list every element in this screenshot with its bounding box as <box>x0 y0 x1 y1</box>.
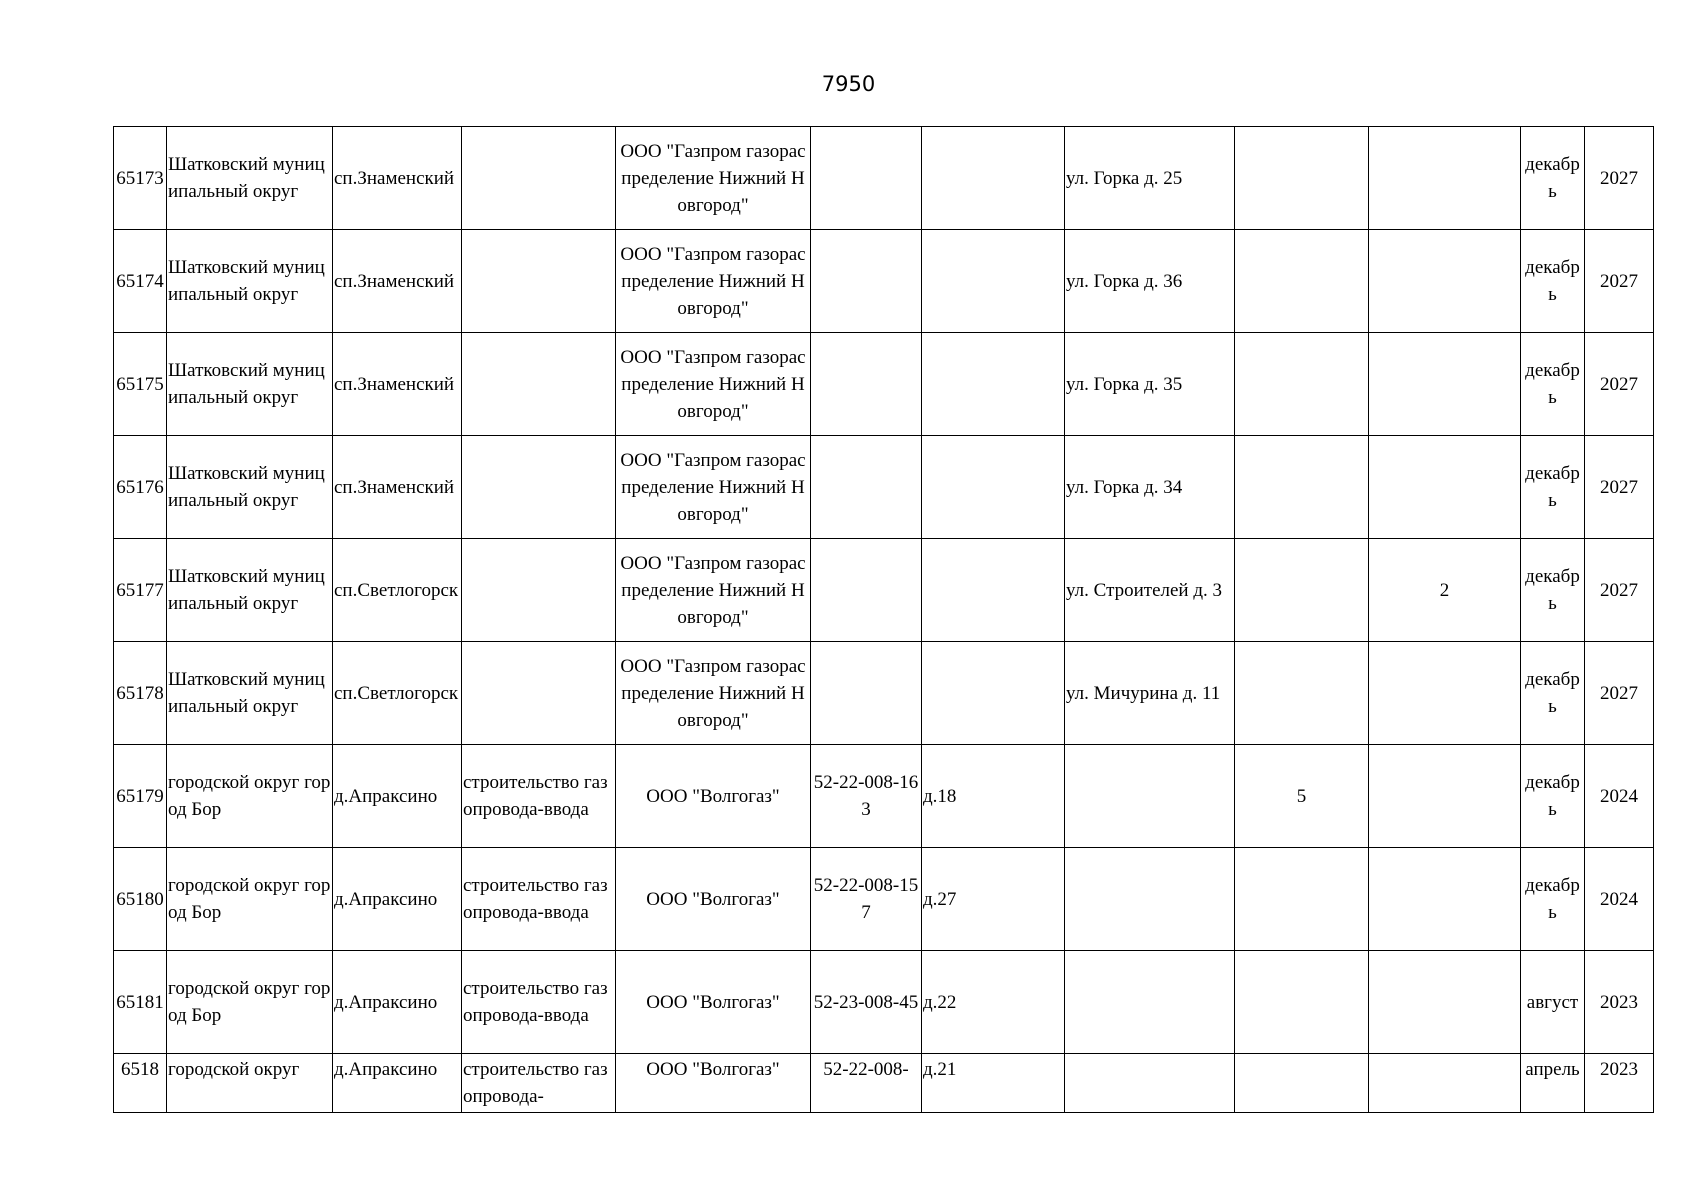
quantity-cell <box>1235 951 1369 1054</box>
quantity-cell: 5 <box>1235 745 1369 848</box>
month-cell: декабрь <box>1521 230 1585 333</box>
quantity-cell: 2 <box>1369 539 1521 642</box>
settlement-cell: д.Апраксино <box>333 848 462 951</box>
district-cell: городской округ <box>167 1054 333 1113</box>
code-cell: 52-23-008-45 <box>811 951 922 1054</box>
district-cell: Шатковский муниципальный округ <box>167 642 333 745</box>
address-cell <box>1065 1054 1235 1113</box>
code-cell <box>811 127 922 230</box>
house-cell <box>922 436 1065 539</box>
page-number: 7950 <box>821 72 876 96</box>
quantity-cell <box>1369 333 1521 436</box>
table-row <box>114 1054 1654 1113</box>
table-row <box>114 127 1654 230</box>
code-cell <box>811 642 922 745</box>
row-number: 65180 <box>114 848 167 951</box>
row-number: 65181 <box>114 951 167 1054</box>
settlement-cell: сп.Знаменский <box>333 436 462 539</box>
year-cell: 2024 <box>1585 745 1654 848</box>
organization-cell: ООО "Волгогаз" <box>616 848 811 951</box>
quantity-cell <box>1369 745 1521 848</box>
table-row <box>114 745 1654 848</box>
district-cell: Шатковский муниципальный округ <box>167 333 333 436</box>
house-cell <box>922 127 1065 230</box>
quantity-cell <box>1369 1054 1521 1113</box>
work-cell: строительство газопровода-ввода <box>462 848 616 951</box>
work-cell <box>462 333 616 436</box>
settlement-cell: сп.Знаменский <box>333 333 462 436</box>
quantity-cell <box>1369 848 1521 951</box>
house-cell: д.18 <box>922 745 1065 848</box>
row-number: 65177 <box>114 539 167 642</box>
settlement-cell: сп.Знаменский <box>333 127 462 230</box>
code-cell <box>811 333 922 436</box>
year-cell: 2024 <box>1585 848 1654 951</box>
house-cell: д.22 <box>922 951 1065 1054</box>
year-cell: 2027 <box>1585 642 1654 745</box>
year-cell: 2027 <box>1585 539 1654 642</box>
address-cell: ул. Горка д. 25 <box>1065 127 1235 230</box>
month-cell: декабрь <box>1521 848 1585 951</box>
month-cell: август <box>1521 951 1585 1054</box>
year-cell: 2027 <box>1585 436 1654 539</box>
year-cell: 2023 <box>1585 1054 1654 1113</box>
month-cell: декабрь <box>1521 436 1585 539</box>
organization-cell: ООО "Волгогаз" <box>616 1054 811 1113</box>
organization-cell: ООО "Газпром газораспределение Нижний Новгород" <box>616 642 811 745</box>
table-row <box>114 951 1654 1054</box>
quantity-cell <box>1369 230 1521 333</box>
year-cell: 2027 <box>1585 230 1654 333</box>
organization-cell: ООО "Газпром газораспределение Нижний Новгород" <box>616 436 811 539</box>
table-row <box>114 230 1654 333</box>
organization-cell: ООО "Волгогаз" <box>616 951 811 1054</box>
settlement-cell: д.Апраксино <box>333 745 462 848</box>
district-cell: Шатковский муниципальный округ <box>167 539 333 642</box>
district-cell: Шатковский муниципальный округ <box>167 127 333 230</box>
district-cell: городской округ город Бор <box>167 745 333 848</box>
address-cell: ул. Горка д. 34 <box>1065 436 1235 539</box>
month-cell: декабрь <box>1521 642 1585 745</box>
settlement-cell: д.Апраксино <box>333 951 462 1054</box>
quantity-cell <box>1235 848 1369 951</box>
code-cell <box>811 539 922 642</box>
house-cell <box>922 642 1065 745</box>
work-cell <box>462 539 616 642</box>
settlement-cell: д.Апраксино <box>333 1054 462 1113</box>
quantity-cell <box>1369 951 1521 1054</box>
row-number: 65179 <box>114 745 167 848</box>
address-cell: ул. Горка д. 36 <box>1065 230 1235 333</box>
row-number: 65176 <box>114 436 167 539</box>
settlement-cell: сп.Светлогорск <box>333 642 462 745</box>
house-cell <box>922 230 1065 333</box>
work-cell: строительство газопровода-ввода <box>462 745 616 848</box>
district-cell: городской округ город Бор <box>167 951 333 1054</box>
month-cell: апрель <box>1521 1054 1585 1113</box>
organization-cell: ООО "Газпром газораспределение Нижний Новгород" <box>616 333 811 436</box>
house-cell: д.27 <box>922 848 1065 951</box>
code-cell: 52-22-008-163 <box>811 745 922 848</box>
row-number: 65175 <box>114 333 167 436</box>
work-cell <box>462 642 616 745</box>
table-row <box>114 848 1654 951</box>
year-cell: 2027 <box>1585 333 1654 436</box>
district-cell: Шатковский муниципальный округ <box>167 230 333 333</box>
quantity-cell <box>1235 127 1369 230</box>
work-cell <box>462 127 616 230</box>
table-row <box>114 642 1654 745</box>
year-cell: 2023 <box>1585 951 1654 1054</box>
settlement-cell: сп.Светлогорск <box>333 539 462 642</box>
district-cell: городской округ город Бор <box>167 848 333 951</box>
code-cell: 52-22-008- <box>811 1054 922 1113</box>
code-cell <box>811 436 922 539</box>
organization-cell: ООО "Газпром газораспределение Нижний Новгород" <box>616 127 811 230</box>
month-cell: декабрь <box>1521 745 1585 848</box>
year-cell: 2027 <box>1585 127 1654 230</box>
address-cell: ул. Мичурина д. 11 <box>1065 642 1235 745</box>
address-cell <box>1065 745 1235 848</box>
table-row <box>114 436 1654 539</box>
data-table <box>113 126 1654 1113</box>
house-cell: д.21 <box>922 1054 1065 1113</box>
table-row <box>114 539 1654 642</box>
work-cell <box>462 436 616 539</box>
organization-cell: ООО "Газпром газораспределение Нижний Новгород" <box>616 230 811 333</box>
code-cell <box>811 230 922 333</box>
month-cell: декабрь <box>1521 127 1585 230</box>
quantity-cell <box>1235 642 1369 745</box>
work-cell <box>462 230 616 333</box>
quantity-cell <box>1369 127 1521 230</box>
house-cell <box>922 539 1065 642</box>
quantity-cell <box>1369 642 1521 745</box>
month-cell: декабрь <box>1521 539 1585 642</box>
work-cell: строительство газопровода-ввода <box>462 951 616 1054</box>
address-cell: ул. Горка д. 35 <box>1065 333 1235 436</box>
month-cell: декабрь <box>1521 333 1585 436</box>
table-row <box>114 333 1654 436</box>
quantity-cell <box>1235 539 1369 642</box>
organization-cell: ООО "Волгогаз" <box>616 745 811 848</box>
address-cell <box>1065 951 1235 1054</box>
quantity-cell <box>1369 436 1521 539</box>
work-cell: строительство газопровода- <box>462 1054 616 1113</box>
code-cell: 52-22-008-157 <box>811 848 922 951</box>
row-number: 6518 <box>114 1054 167 1113</box>
row-number: 65174 <box>114 230 167 333</box>
quantity-cell <box>1235 230 1369 333</box>
quantity-cell <box>1235 436 1369 539</box>
address-cell: ул. Строителей д. 3 <box>1065 539 1235 642</box>
row-number: 65173 <box>114 127 167 230</box>
settlement-cell: сп.Знаменский <box>333 230 462 333</box>
organization-cell: ООО "Газпром газораспределение Нижний Новгород" <box>616 539 811 642</box>
row-number: 65178 <box>114 642 167 745</box>
quantity-cell <box>1235 333 1369 436</box>
address-cell <box>1065 848 1235 951</box>
house-cell <box>922 333 1065 436</box>
quantity-cell <box>1235 1054 1369 1113</box>
district-cell: Шатковский муниципальный округ <box>167 436 333 539</box>
